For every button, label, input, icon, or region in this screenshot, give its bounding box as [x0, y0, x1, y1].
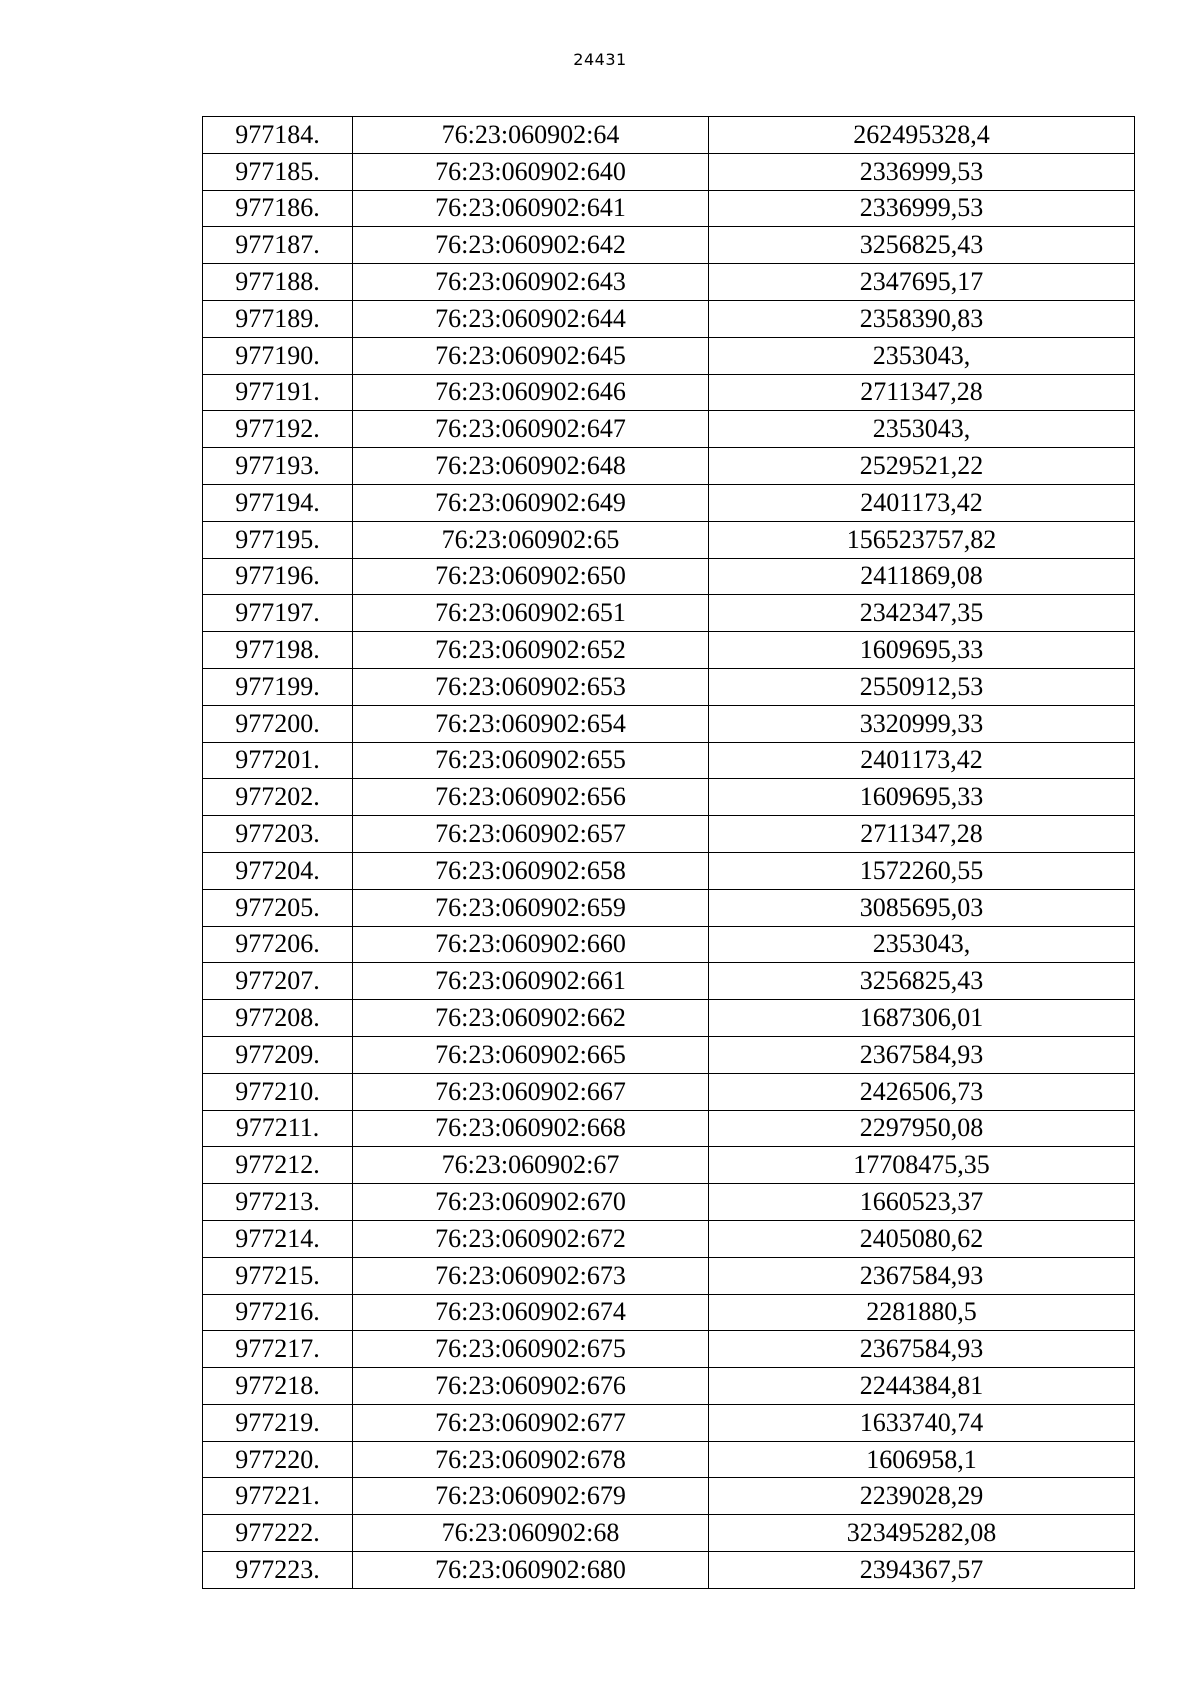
row-number-cell: 977205.	[203, 889, 353, 926]
row-number-cell: 977193.	[203, 448, 353, 485]
cadastral-number-cell: 76:23:060902:673	[353, 1257, 709, 1294]
cadastral-number-cell: 76:23:060902:657	[353, 816, 709, 853]
cadastral-value-cell: 2347695,17	[709, 264, 1135, 301]
cadastral-value-cell: 2401173,42	[709, 484, 1135, 521]
cadastral-value-cell: 2711347,28	[709, 374, 1135, 411]
row-number-cell: 977194.	[203, 484, 353, 521]
row-number-cell: 977208.	[203, 1000, 353, 1037]
cadastral-value-cell: 2353043,	[709, 411, 1135, 448]
table-row	[203, 484, 1135, 521]
cadastral-number-cell: 76:23:060902:643	[353, 264, 709, 301]
cadastral-value-cell: 156523757,82	[709, 521, 1135, 558]
cadastral-number-cell: 76:23:060902:670	[353, 1184, 709, 1221]
table-row	[203, 1331, 1135, 1368]
table-row	[203, 1036, 1135, 1073]
cadastral-value-cell: 3256825,43	[709, 227, 1135, 264]
row-number-cell: 977200.	[203, 705, 353, 742]
cadastral-value-cell: 1633740,74	[709, 1404, 1135, 1441]
cadastral-number-cell: 76:23:060902:655	[353, 742, 709, 779]
cadastral-value-cell: 2353043,	[709, 337, 1135, 374]
row-number-cell: 977190.	[203, 337, 353, 374]
row-number-cell: 977213.	[203, 1184, 353, 1221]
table-row	[203, 227, 1135, 264]
cadastral-value-cell: 2336999,53	[709, 190, 1135, 227]
cadastral-value-cell: 2336999,53	[709, 153, 1135, 190]
table-row	[203, 668, 1135, 705]
row-number-cell: 977220.	[203, 1441, 353, 1478]
row-number-cell: 977212.	[203, 1147, 353, 1184]
cadastral-value-cell: 2239028,29	[709, 1478, 1135, 1515]
cadastral-value-cell: 2401173,42	[709, 742, 1135, 779]
cadastral-value-cell: 2244384,81	[709, 1368, 1135, 1405]
table-row	[203, 1441, 1135, 1478]
cadastral-number-cell: 76:23:060902:653	[353, 668, 709, 705]
table-row	[203, 337, 1135, 374]
cadastral-number-cell: 76:23:060902:660	[353, 926, 709, 963]
row-number-cell: 977207.	[203, 963, 353, 1000]
cadastral-number-cell: 76:23:060902:676	[353, 1368, 709, 1405]
cadastral-value-cell: 1660523,37	[709, 1184, 1135, 1221]
cadastral-value-cell: 2342347,35	[709, 595, 1135, 632]
table-row	[203, 300, 1135, 337]
cadastral-number-cell: 76:23:060902:641	[353, 190, 709, 227]
cadastral-value-cell: 262495328,4	[709, 117, 1135, 154]
row-number-cell: 977191.	[203, 374, 353, 411]
table-row	[203, 411, 1135, 448]
row-number-cell: 977217.	[203, 1331, 353, 1368]
row-number-cell: 977204.	[203, 852, 353, 889]
cadastral-number-cell: 76:23:060902:648	[353, 448, 709, 485]
table-row	[203, 264, 1135, 301]
row-number-cell: 977216.	[203, 1294, 353, 1331]
row-number-cell: 977210.	[203, 1073, 353, 1110]
table-row	[203, 779, 1135, 816]
table-row	[203, 117, 1135, 154]
cadastral-value-cell: 2711347,28	[709, 816, 1135, 853]
cadastral-number-cell: 76:23:060902:659	[353, 889, 709, 926]
cadastral-number-cell: 76:23:060902:656	[353, 779, 709, 816]
cadastral-value-cell: 2411869,08	[709, 558, 1135, 595]
cadastral-number-cell: 76:23:060902:652	[353, 632, 709, 669]
table-row	[203, 1404, 1135, 1441]
row-number-cell: 977196.	[203, 558, 353, 595]
row-number-cell: 977209.	[203, 1036, 353, 1073]
row-number-cell: 977198.	[203, 632, 353, 669]
cadastral-number-cell: 76:23:060902:658	[353, 852, 709, 889]
table-row	[203, 1000, 1135, 1037]
row-number-cell: 977187.	[203, 227, 353, 264]
cadastral-value-cell: 2353043,	[709, 926, 1135, 963]
cadastral-value-cell: 2358390,83	[709, 300, 1135, 337]
row-number-cell: 977219.	[203, 1404, 353, 1441]
table-row	[203, 374, 1135, 411]
cadastral-value-cell: 323495282,08	[709, 1515, 1135, 1552]
row-number-cell: 977214.	[203, 1220, 353, 1257]
cadastral-value-cell: 17708475,35	[709, 1147, 1135, 1184]
cadastral-number-cell: 76:23:060902:667	[353, 1073, 709, 1110]
cadastral-value-cell: 1609695,33	[709, 779, 1135, 816]
row-number-cell: 977206.	[203, 926, 353, 963]
cadastral-value-cell: 1606958,1	[709, 1441, 1135, 1478]
cadastral-value-cell: 2367584,93	[709, 1257, 1135, 1294]
table-row	[203, 926, 1135, 963]
table-row	[203, 1515, 1135, 1552]
table-row	[203, 1294, 1135, 1331]
cadastral-value-cell: 2297950,08	[709, 1110, 1135, 1147]
table-row	[203, 742, 1135, 779]
row-number-cell: 977188.	[203, 264, 353, 301]
cadastral-number-cell: 76:23:060902:668	[353, 1110, 709, 1147]
row-number-cell: 977215.	[203, 1257, 353, 1294]
row-number-cell: 977185.	[203, 153, 353, 190]
table-row	[203, 1073, 1135, 1110]
cadastral-number-cell: 76:23:060902:662	[353, 1000, 709, 1037]
cadastral-number-cell: 76:23:060902:654	[353, 705, 709, 742]
table-row	[203, 1110, 1135, 1147]
row-number-cell: 977211.	[203, 1110, 353, 1147]
cadastral-number-cell: 76:23:060902:650	[353, 558, 709, 595]
cadastral-number-cell: 76:23:060902:644	[353, 300, 709, 337]
row-number-cell: 977201.	[203, 742, 353, 779]
table-row	[203, 558, 1135, 595]
cadastral-value-cell: 3320999,33	[709, 705, 1135, 742]
cadastral-number-cell: 76:23:060902:68	[353, 1515, 709, 1552]
cadastral-number-cell: 76:23:060902:678	[353, 1441, 709, 1478]
row-number-cell: 977184.	[203, 117, 353, 154]
cadastral-number-cell: 76:23:060902:646	[353, 374, 709, 411]
cadastral-number-cell: 76:23:060902:665	[353, 1036, 709, 1073]
cadastral-number-cell: 76:23:060902:661	[353, 963, 709, 1000]
cadastral-value-cell: 3256825,43	[709, 963, 1135, 1000]
table-row	[203, 1257, 1135, 1294]
cadastral-value-cell: 2550912,53	[709, 668, 1135, 705]
cadastral-value-cell: 1609695,33	[709, 632, 1135, 669]
table-row	[203, 153, 1135, 190]
row-number-cell: 977222.	[203, 1515, 353, 1552]
cadastral-number-cell: 76:23:060902:674	[353, 1294, 709, 1331]
row-number-cell: 977221.	[203, 1478, 353, 1515]
row-number-cell: 977192.	[203, 411, 353, 448]
row-number-cell: 977195.	[203, 521, 353, 558]
cadastral-number-cell: 76:23:060902:640	[353, 153, 709, 190]
table-row	[203, 448, 1135, 485]
row-number-cell: 977218.	[203, 1368, 353, 1405]
row-number-cell: 977223.	[203, 1552, 353, 1589]
cadastral-number-cell: 76:23:060902:677	[353, 1404, 709, 1441]
table-row	[203, 1184, 1135, 1221]
cadastral-number-cell: 76:23:060902:647	[353, 411, 709, 448]
cadastral-value-table	[202, 116, 1135, 1589]
cadastral-value-cell: 2426506,73	[709, 1073, 1135, 1110]
table-row	[203, 632, 1135, 669]
row-number-cell: 977203.	[203, 816, 353, 853]
table-row	[203, 1552, 1135, 1589]
row-number-cell: 977197.	[203, 595, 353, 632]
cadastral-number-cell: 76:23:060902:651	[353, 595, 709, 632]
cadastral-value-cell: 2367584,93	[709, 1331, 1135, 1368]
cadastral-value-cell: 3085695,03	[709, 889, 1135, 926]
cadastral-value-cell: 2405080,62	[709, 1220, 1135, 1257]
cadastral-value-cell: 2529521,22	[709, 448, 1135, 485]
cadastral-number-cell: 76:23:060902:67	[353, 1147, 709, 1184]
table-row	[203, 889, 1135, 926]
cadastral-number-cell: 76:23:060902:675	[353, 1331, 709, 1368]
cadastral-number-cell: 76:23:060902:65	[353, 521, 709, 558]
table-row	[203, 521, 1135, 558]
cadastral-number-cell: 76:23:060902:649	[353, 484, 709, 521]
cadastral-value-cell: 2367584,93	[709, 1036, 1135, 1073]
table-row	[203, 595, 1135, 632]
table-row	[203, 705, 1135, 742]
table-row	[203, 1147, 1135, 1184]
table-row	[203, 963, 1135, 1000]
row-number-cell: 977202.	[203, 779, 353, 816]
cadastral-value-cell: 1572260,55	[709, 852, 1135, 889]
table-row	[203, 1368, 1135, 1405]
cadastral-number-cell: 76:23:060902:64	[353, 117, 709, 154]
row-number-cell: 977199.	[203, 668, 353, 705]
cadastral-value-cell: 2394367,57	[709, 1552, 1135, 1589]
table-body	[203, 117, 1135, 1589]
cadastral-value-cell: 2281880,5	[709, 1294, 1135, 1331]
cadastral-number-cell: 76:23:060902:672	[353, 1220, 709, 1257]
table-row	[203, 190, 1135, 227]
table-row	[203, 1478, 1135, 1515]
cadastral-number-cell: 76:23:060902:642	[353, 227, 709, 264]
row-number-cell: 977189.	[203, 300, 353, 337]
cadastral-number-cell: 76:23:060902:679	[353, 1478, 709, 1515]
row-number-cell: 977186.	[203, 190, 353, 227]
page-number: 24431	[573, 50, 627, 69]
table-row	[203, 852, 1135, 889]
cadastral-number-cell: 76:23:060902:680	[353, 1552, 709, 1589]
cadastral-value-cell: 1687306,01	[709, 1000, 1135, 1037]
table-row	[203, 1220, 1135, 1257]
cadastral-number-cell: 76:23:060902:645	[353, 337, 709, 374]
table-row	[203, 816, 1135, 853]
